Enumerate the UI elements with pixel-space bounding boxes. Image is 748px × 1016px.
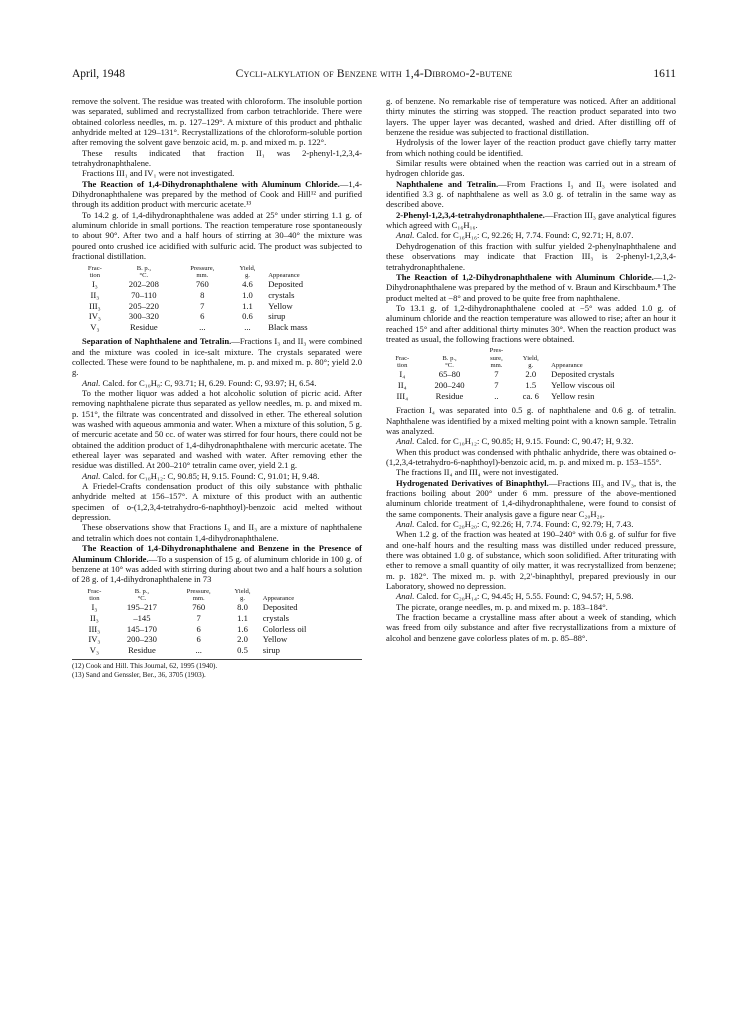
table-cell: 200–240 (434, 380, 465, 391)
column-header: Pressure, mm. (190, 264, 215, 279)
paragraph: When this product was condensed with phthalic anhydride, there was obtained o-(1,2,3,4-tetrahydro-6-naphthoyl)-benzoic acid, m. p. and mixed m. p. 153–155°. (386, 446, 676, 467)
paragraph: When 1.2 g. of the fraction was heated at 190–240° with 0.6 g. of sulfur for five and one-half hours and the resulting mass was distilled under reduced pressure, there was obtained 1.0 g. of substance, which soon solidified. After triturating with ether to remove a small quantity of oily matter, it was recrystallized from benzene; m. p. 182°. The mixed m. p. with 2,2′-binaphthyl, prepared previously in our Laboratory, showed no depression. (386, 529, 676, 592)
paragraph: Hydrolysis of the lower layer of the reaction product gave chiefly tarry matter from which nothing could be identified. (386, 137, 676, 158)
table-cell: 65–80 (438, 369, 461, 380)
column-header: Yield, g. (234, 587, 251, 602)
analysis-line: Anal. Calcd. for C₂₀H₁₄: C, 94.45; H, 5.55. Found: C, 94.57; H, 5.98. (396, 591, 634, 602)
table-cell: III₄ (396, 390, 409, 401)
table-row (78, 301, 348, 312)
table-cell: Deposited (268, 279, 304, 290)
table-row (78, 322, 348, 333)
section-heading: Separation of Naphthalene and Tetralin. (82, 336, 232, 347)
paragraph: Dehydrogenation of this fraction with sulfur yielded 2-phenylnaphthalene and these observations may indicate that Fraction III₃ is 2-phenyl-1,2,3,4-tetrahydronaphthalene. (386, 240, 676, 272)
table-cell: 195–217 (126, 602, 157, 613)
table-cell: V₃ (89, 644, 99, 655)
table-cell: crystals (262, 612, 289, 623)
column-header: Pressure, mm. (186, 587, 211, 602)
fraction-table-3 (386, 347, 672, 401)
table-row (78, 624, 348, 635)
table-cell: Deposited crystals (551, 369, 615, 380)
table-cell: Yellow (262, 634, 288, 645)
fraction-table-1 (78, 265, 348, 333)
table-cell: Yellow viscous oil (551, 380, 615, 391)
table-cell: 6 (200, 311, 205, 322)
paragraph: The fractions II₄ and III₄ were not investigated. (396, 467, 559, 478)
table-cell: .. (494, 390, 499, 401)
paragraph: Separation of Naphthalene and Tetralin.—Fractions I₃ and II₃ were combined and the mixture was cooled in ice-salt mixture. The crystals separated were collected. These were found to be naphthalene, m. p. and mixed m. p. 80°; yield 2.0 g. (72, 336, 362, 378)
column-header: Appearance (268, 271, 300, 279)
analysis-line: Anal. Calcd. for C₁₆H₁₆: C, 92.26; H, 7.74. Found: C, 92.71; H, 8.07. (396, 230, 634, 241)
table-cell: II₃ (90, 289, 100, 300)
table-cell: 4.6 (242, 279, 253, 290)
column-header: Frac- tion (395, 354, 410, 370)
table-cell: ca. 6 (522, 390, 539, 401)
paragraph: Naphthalene and Tetralin.—From Fractions I₃ and II₃ were isolated and identified 3.3 g. of naphthalene as well as 3.0 g. of tetralin in the same way as described above. (386, 178, 676, 210)
column-header: Frac- tion (87, 264, 102, 279)
paragraph: A Friedel-Crafts condensation product of this oily substance with phthalic anhydride melted at 156–157°. A mixture of this product with an authentic specimen of o-(1,2,3,4-tetrahydro-6-naphthoyl)-benzoic acid melted without depression. (72, 481, 362, 523)
table-row (386, 391, 672, 402)
paragraph: Fraction I₄ was separated into 0.5 g. of naphthalene and 0.6 g. of tetralin. Naphthalene was identified by a mixed melting point with a known sample. Tetralin was analyzed. (386, 405, 676, 436)
table-cell: 1.1 (237, 612, 248, 623)
paragraph: g. of benzene. No remarkable rise of temperature was noticed. After an additional thirty minutes the stirring was stopped. The reaction product separated into two layers. The upper layer was decanted, washed and dried. After distilling off of benzene the residue was subjected to fractional distillation. (386, 96, 676, 138)
table-cell: V₃ (90, 321, 100, 332)
paragraph: 2-Phenyl-1,2,3,4-tetrahydronaphthalene.—Fraction III₃ gave analytical figures which agreed with C₁₆H₁₆. (386, 209, 676, 231)
table-cell: 7 (494, 380, 499, 391)
table-cell: 7 (494, 369, 499, 380)
analysis-line: Anal. Calcd. for C₂₀H₂₀: C, 92.26; H, 7.74. Found: C, 92.79; H, 7.43. (396, 519, 634, 530)
column-header: Frac- tion (87, 587, 102, 602)
table-row (386, 380, 672, 391)
footnote-13: (13) Sand and Genssler, Ber., 36, 3705 (1903). (72, 671, 206, 680)
table-cell: ... (195, 644, 202, 655)
table-cell: 1.1 (242, 300, 253, 311)
paragraph: Fractions III₁ and IV₁ were not investigated. (82, 168, 235, 179)
table-cell: Residue (130, 321, 158, 332)
paragraph: The picrate, orange needles, m. p. and mixed m. p. 183–184°. (396, 601, 608, 612)
table-cell: 202–208 (128, 279, 159, 290)
table-cell: Yellow (268, 300, 293, 311)
table-cell: 0.5 (237, 644, 248, 655)
table-row (78, 290, 348, 301)
table-cell: Deposited (262, 602, 298, 613)
paragraph: To 13.1 g. of 1,2-dihydronaphthalene cooled at −5° was added 1.0 g. of aluminum chloride and the reaction temperature was allowed to rise; after an hour it reached 15° and after additional thirty minutes 30°. When the reaction product was treated as usual, the following fractions were obtained. (386, 302, 676, 344)
paragraph: The fraction became a crystalline mass after about a week of standing, which was freed from oily substance and after five recrystallizations from a mixture of alcohol and benzene gave colorless plates of m. p. 85–88°. (386, 612, 676, 643)
table-row (78, 645, 348, 656)
table-cell: II₄ (397, 380, 407, 391)
table-cell: 1.5 (525, 380, 537, 391)
section-heading: Naphthalene and Tetralin. (396, 178, 499, 189)
table-cell: 760 (192, 602, 206, 613)
table-cell: Black mass (268, 321, 308, 332)
paragraph: The Reaction of 1,4-Dihydronaphthalene and Benzene in the Presence of Aluminum Chloride.—To a suspension of 15 g. of aluminum chloride in 100 g. of benzene at 10° was added with stirring during about two and a half hours a solution of 28 g. of 1,4-dihydronaphthalene in 73 (72, 543, 362, 585)
footnote-12: (12) Cook and Hill. This Journal, 62, 1995 (1940). (72, 662, 218, 671)
table-cell: II₃ (90, 612, 99, 623)
table-cell: sirup (262, 644, 280, 655)
table-cell: 7 (196, 612, 201, 623)
table-cell: Yellow resin (551, 390, 595, 401)
column-header: Appearance (551, 362, 583, 370)
table-cell: –145 (133, 612, 151, 623)
table-cell: I₃ (91, 602, 98, 613)
table-cell: III₃ (88, 623, 101, 634)
table-cell: 8 (200, 289, 205, 300)
table-row (386, 369, 672, 380)
table-cell: ... (199, 321, 206, 332)
analysis-line: Anal. Calcd. for C₁₀H₁₂: C, 90.85; H, 9.15. Found: C, 90.47; H, 9.32. (396, 436, 634, 447)
section-heading: 2-Phenyl-1,2,3,4-tetrahydronaphthalene. (396, 209, 545, 220)
column-header: Pres- sure, mm. (489, 347, 504, 370)
table-cell: 0.6 (242, 311, 253, 322)
section-heading: The Reaction of 1,2-Dihydronaphthalene with Aluminum Chloride. (396, 271, 654, 282)
table-cell: 145–170 (126, 623, 157, 634)
table-cell: 1.6 (237, 623, 248, 634)
paragraph: These results indicated that fraction II₁ was 2-phenyl-1,2,3,4-tetrahydronaphthalene. (72, 147, 362, 169)
paragraph: Hydrogenated Derivatives of Binaphthyl.—Fractions III₃ and IV₃, that is, the fractions boiling about 200° under 6 mm. pressure of the above-mentioned aluminum chloride treatment of 1,4-dihydronaphthalene, were found to consist of the same components. Their analysis gave a figure near C₂₀H₂₀. (386, 477, 677, 519)
right-column (386, 96, 676, 643)
table-cell: IV₃ (88, 311, 101, 322)
table-cell: 205–220 (128, 300, 159, 311)
table-header-row (78, 588, 348, 603)
table-cell: 1.0 (242, 289, 253, 300)
table-cell: Residue (128, 644, 156, 655)
paragraph: Similar results were obtained when the reaction was carried out in a stream of hydrogen chloride gas. (386, 158, 676, 179)
table-cell: 6 (196, 623, 201, 634)
table-cell: 70–110 (131, 289, 157, 300)
paragraph: The Reaction of 1,2-Dihydronaphthalene with Aluminum Chloride.—1,2-Dihydronaphthalene was prepared by the method of v. Braun and Kirschbaum.⁸ The product melted at −8° and proved to be quite free from naphthalene. (386, 271, 676, 303)
page-number: 1611 (653, 68, 676, 80)
table-header-row (386, 347, 672, 369)
section-heading: The Reaction of 1,4-Dihydronaphthalene and Benzene in the Presence of Aluminum Chloride. (72, 543, 362, 564)
running-header (72, 68, 676, 84)
table-cell: 2.0 (525, 369, 537, 380)
section-heading: The Reaction of 1,4-Dihydronaphthalene with Aluminum Chloride. (82, 178, 340, 189)
paragraph: The Reaction of 1,4-Dihydronaphthalene with Aluminum Chloride.—1,4-Dihydronaphthalene was prepared by the method of Cook and Hill¹² and purified through its addition product with mercuric acetate.¹³ (72, 178, 362, 210)
column-header: Yield, g. (239, 264, 256, 279)
table-cell: sirup (268, 311, 286, 322)
table-header-row (78, 265, 348, 280)
table-row (78, 311, 348, 322)
table-cell: I₄ (399, 369, 406, 380)
column-header: Appearance (262, 594, 295, 602)
paragraph: To 14.2 g. of 1,4-dihydronaphthalene was added at 25° under stirring 1.1 g. of aluminum chloride in small portions. The reaction temperature rose spontaneously to about 90°. After two and a half hours of stirring at 30–40° the mixture was poured onto crushed ice acidified with sulfuric acid. The product was subjected to fractional distillation. (72, 209, 362, 262)
analysis-line: Anal. Calcd. for C₁₀H₈: C, 93.71; H, 6.29. Found: C, 93.97; H, 6.54. (82, 377, 317, 388)
header-title: Cycli-alkylation of Benzene with 1,4-Dibromo-2-butene (235, 68, 513, 80)
table-cell: Residue (435, 390, 464, 401)
column-header: Yield, g. (522, 354, 539, 370)
table-row (78, 279, 348, 290)
section-heading: Hydrogenated Derivatives of Binaphthyl. (396, 477, 549, 488)
fraction-table-2 (78, 588, 348, 656)
paragraph: These observations show that Fractions I₃ and II₃ are a mixture of naphthalene and tetralin which does not contain 1,4-dihydronaphthalene. (72, 522, 362, 543)
footnotes (72, 659, 362, 680)
table-cell: 6 (196, 634, 201, 645)
table-cell: 2.0 (237, 634, 248, 645)
table-cell: I₃ (91, 279, 98, 290)
table-cell: 200–230 (126, 634, 157, 645)
table-row (78, 613, 348, 624)
table-cell: III₃ (89, 300, 101, 311)
table-cell: 7 (200, 300, 205, 311)
column-header: B. p., °C. (136, 264, 151, 279)
table-cell: IV₃ (88, 634, 101, 645)
left-column (72, 96, 362, 680)
table-cell: Colorless oil (262, 623, 307, 634)
paragraph: To the mother liquor was added a hot alcoholic solution of picric acid. After removing naphthalene picrate thus separated as yellow needles, m. p. and mixed m. p. 151°, the filtrate was concentrated and dissolved in ether. The ethereal solution was washed with aqueous ammonia and water. When a mixture of this solution, 5 g. of mercuric acetate and 50 cc. of water was stirred for four hours, there could not be obtained the addition product of 1,4-dihydronaphthalene with mercuric acetate. The ethereal layer was separated and washed with water. After removing ether the residue was distilled. At 200–210° tetralin came over, yield 2.1 g. (72, 388, 362, 471)
table-cell: 760 (195, 279, 209, 290)
analysis-line: Anal. Calcd. for C₁₀H₁₂: C, 90.85; H, 9.15. Found: C, 91.01; H, 9.48. (82, 470, 320, 481)
table-row (78, 634, 348, 645)
paragraph: remove the solvent. The residue was treated with chloroform. The insoluble portion was separated, sublimed and recrystallized from carbon tetrachloride. There were obtained colorless needles, m. p. 127–129°. A mixture of this product and phthalic anhydride melted at 129–131°. Recrystallizations of the chloroform-soluble portion after removing the solvent gave benzoic acid, m. p. and mixed m. p. 122°. (72, 96, 362, 148)
table-row (78, 602, 348, 613)
table-cell: ... (244, 321, 251, 332)
header-date: April, 1948 (72, 68, 126, 80)
column-header: B. p., °C. (134, 587, 150, 602)
column-header: B. p., °C. (442, 354, 457, 370)
table-cell: 8.0 (237, 602, 248, 613)
table-cell: crystals (268, 289, 295, 300)
table-cell: 300–320 (128, 311, 159, 322)
